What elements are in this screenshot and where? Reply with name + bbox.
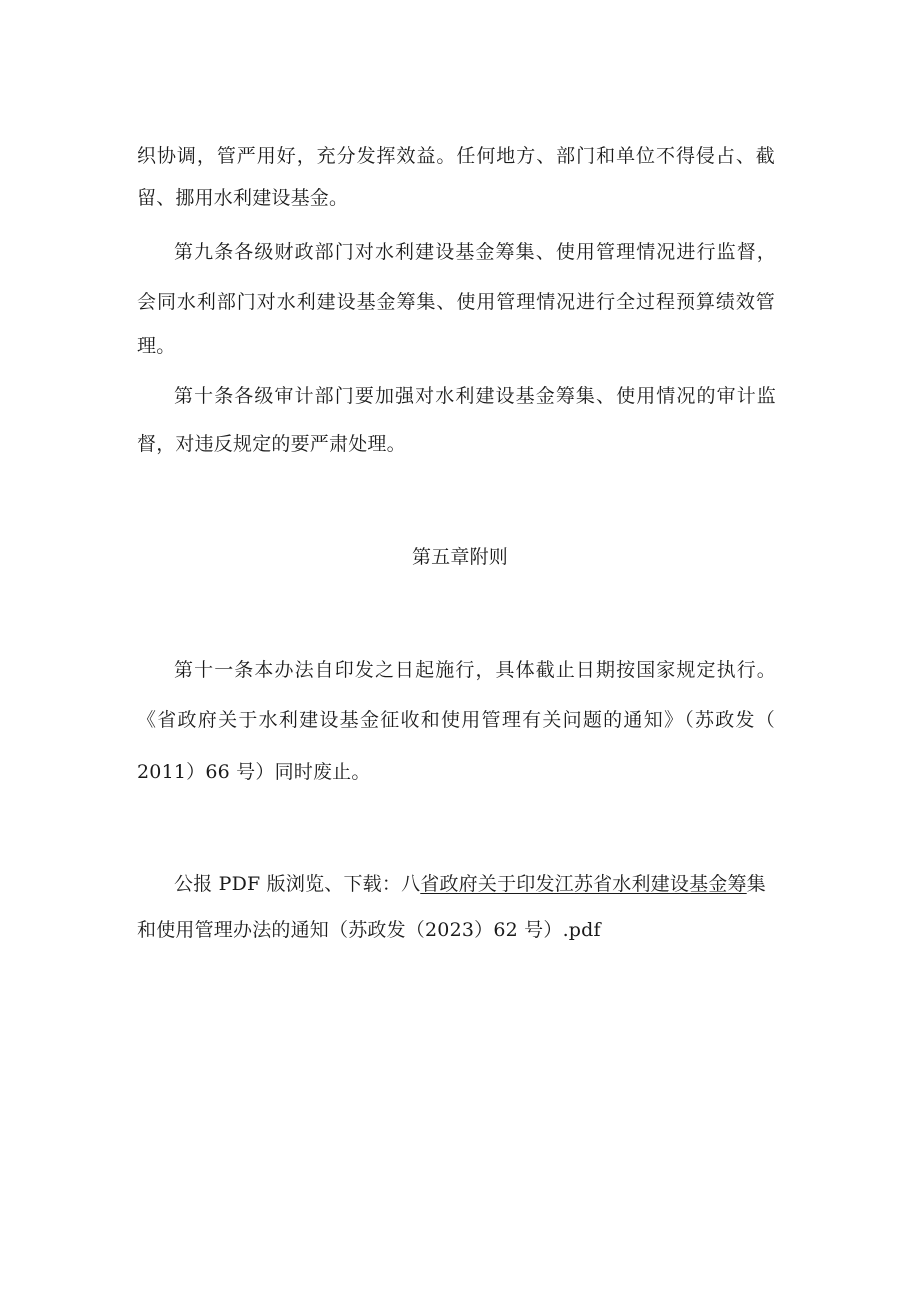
download-after-link: 集 [746,873,766,895]
paragraph-line: 2011）66 号）同时废止。 [137,761,371,783]
paragraph-line: 督，对违反规定的要严肃处理。 [137,433,406,455]
article-11-line: 第十一条本办法自印发之日起施行，具体截止日期按国家规定执行。 [174,659,776,681]
download-prefix: 公报 PDF 版浏览、下载：八 [174,873,421,895]
paragraph-line: 会同水利部门对水利建设基金筹集、使用管理情况进行全过程预算绩效管 [137,291,775,313]
download-line-2: 和使用管理办法的通知（苏政发（2023）62 号）.pdf [137,919,601,941]
download-line [174,872,776,896]
paragraph-line: 理。 [137,335,176,357]
article-10-line: 第十条各级审计部门要加强对水利建设基金筹集、使用情况的审计监 [174,385,776,407]
article-9-line: 第九条各级财政部门对水利建设基金筹集、使用管理情况进行监督， [174,241,776,263]
paragraph-line: 留、挪用水利建设基金。 [137,187,349,209]
paragraph-line: 织协调，管严用好，充分发挥效益。任何地方、部门和单位不得侵占、截 [137,145,775,167]
pdf-download-link[interactable]: 省政府关于印发江苏省水利建设基金筹 [420,873,747,895]
chapter-heading: 第五章附则 [411,546,508,568]
paragraph-line: 《省政府关于水利建设基金征收和使用管理有关问题的通知》（苏政发（ [137,709,775,731]
